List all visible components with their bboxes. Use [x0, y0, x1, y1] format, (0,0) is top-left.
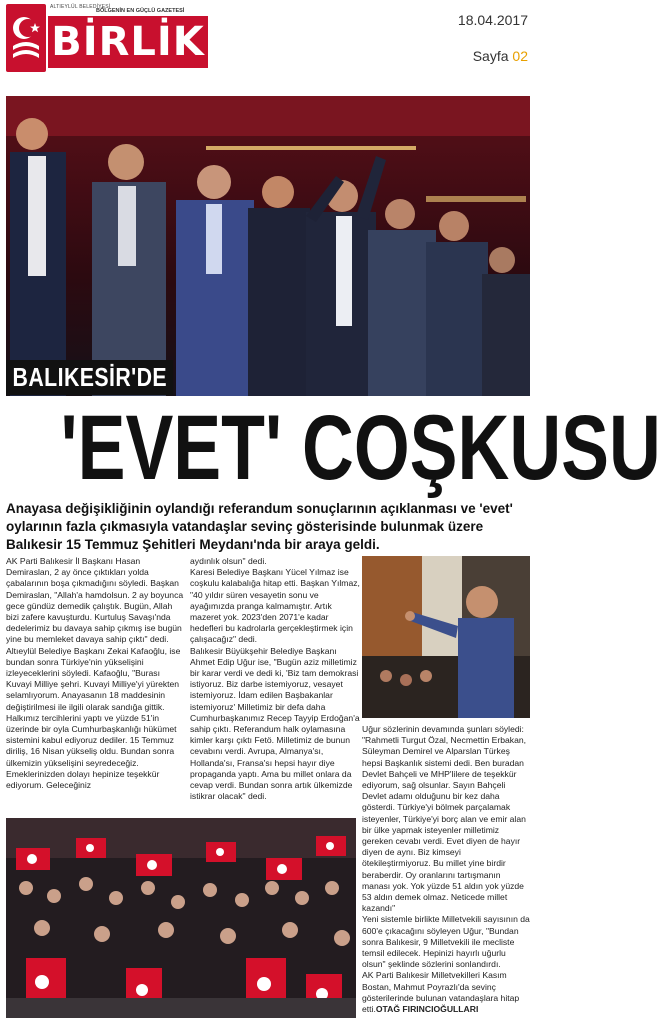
masthead-small-top: ALTIEYLÜL BELEDİYESİ [50, 4, 111, 10]
paragraph: Altıeylül Belediye Başkanı Zekai Kafaoğlu, ise bundan sonra Türkiye'nin yükselişini izleyeceklerini söyledi. Kafaoğlu, "Burası Kuvayi Milliye şehri. Kuvayi Milliye'yi yürekten selamlıyorum. Anayasanın 18 maddesinin değiştirilmesi ile ilgili olarak sandığa gittik. Halkımız tercihlerini yaptı ve yüzde 51'in üzerinde bir oyla Cumhurbaşkanlığı hükümet sistemini kabul ediyoruz dediler. 15 Temmuz diriliş, 16 Nisan yükseliş oldu. Bundan sonra ülkemizin yükselişini seyredeceğiz. Emeklerinizden dolayı hepinize teşekkür ediyorum. Geleceğiniz [6, 645, 181, 791]
paragraph-text: AK Parti Balıkesir Milletvekilleri Kasım Bostan, Mahmut Poyrazlı'da sevinç gösterilerinde bulunan vatandaşlara hitap etti. [362, 970, 520, 1015]
byline: OTAĞ FIRINCIOĞULLARI [375, 1004, 479, 1015]
masthead [6, 4, 206, 74]
article-column-2 [190, 556, 360, 802]
kicker-label: BALIKESİR'DE [6, 360, 174, 395]
speaker-photo-illustration [362, 556, 530, 718]
masthead-tagline: BÖLGENİN EN GÜÇLÜ GAZETESİ [96, 8, 185, 14]
masthead-title: BİRLİK [48, 16, 208, 68]
article-column-3 [362, 724, 530, 1015]
paragraph: AK Parti Balıkesir İl Başkanı Hasan Demiraslan, 2 ay önce çıktıkları yolda çabalarının boşa çıkmadığını söyledi. Başkan Demiraslan, "Allah'a hamdolsun. 2 ay boyunca gece gündüz demedik çalıştık. Bugün, Allah bizi zafere kavuşturdu. Kurtuluş Savaşı'nda dedelerimiz bu davaya sahip çıkmış ise bugün yine bu memleket davaya sahip çıktı" dedi. [6, 556, 184, 645]
speaker-photo [362, 556, 530, 718]
page-label-text: Sayfa [472, 48, 509, 64]
page-number: 02 [512, 48, 528, 64]
paragraph: aydınlık olsun" dedi. [190, 556, 267, 566]
crowd-photo-illustration [6, 818, 356, 1018]
crowd-photo [6, 818, 356, 1018]
page-label [473, 48, 528, 64]
paragraph: Yeni sistemle birlikte Milletvekili sayısının da 600'e çıkacağını söyleyen Uğur, "Bundan sonra Balıkesir, 9 Milletvekili ile mecliste temsil edilecek. Hepinizi hayırlı uğurlu olsun" şeklinde sözlerini sonlandırdı. [362, 914, 530, 970]
star-crescent-emblem-icon [9, 10, 43, 66]
deck-summary: Anayasa değişikliğinin oylandığı referandum sonuçlarının açıklanması ve 'evet' oylarının fazla çıkmasıyla vatandaşlar sevinç gösterisinde bulunmak üzere Balıkesir 15 Temmuz Şehitleri Meydanı'nda bir araya geldi. [6, 501, 513, 552]
hero-photo-illustration [6, 96, 530, 396]
hero-photo [6, 96, 530, 396]
paragraph [362, 970, 530, 1015]
paragraph: Uğur sözlerinin devamında şunları söyledi: "Rahmetli Turgut Özal, Necmettin Erbakan, Süleyman Demirel ve Alparslan Türkeş hepsi Başkanlık sistemi dedi. Ben buradan Devlet Bahçeli ve MHP'lilere de teşekkür ediyorum, sağ olsunlar. Sayın Bahçeli Devlet adamı olduğunu bir kez daha gösterdi. Türkiye'yi bölmek parçalamak isteyenler, Türkiye'yi borç alan ve emir alan bir ülke yapmak isteyenler milletimiz gereken cevabı verdi. Evet diyen de hayır diyen de aynı. Biz kimseyi ötekileştirmiyoruz. Bu millet yine birdir beraberdir. Oy oranlarını tartışmanın manası yok. Yok yüzde 51 aldın yok yüzde 53 aldın demek olmaz. Neticede millet kazandı" [362, 724, 527, 914]
paragraph: Karesi Belediye Başkanı Yücel Yılmaz ise coşkulu kalabalığa hitap etti. Başkan Yılmaz, "40 yıldır süren vesayetin sonu ve ayağımızda pranga kalmamıştır. Artık mazeret yok. 2023'den 2071'e kadar hedefleri bu kadrolarla gerçekleştirmek için çalışacağız" dedi. [190, 567, 360, 645]
headline: 'EVET' COŞKUSU [60, 397, 661, 499]
article-column-1 [6, 556, 184, 791]
issue-date: 18.04.2017 [457, 12, 528, 28]
logo-emblem [6, 4, 46, 72]
paragraph: Balıkesir Büyükşehir Belediye Başkanı Ahmet Edip Uğur ise, "Bugün aziz milletimiz bir karar verdi ve dedi ki, 'Biz tam demokrasi istiyoruz. Biz darbe istemiyoruz, vesayet istemiyoruz. İdam edilen Başbakanlar istemiyoruz' Milletimiz bir defa daha Cumhurbaşkanımız Recep Tayyip Erdoğan'a sahip çıktı. Referandum halk oylamasına kimler karşı çıktı Fetö. Milletimiz de bunun cevabını verdi. Avrupa, Almanya'sı, Hollanda'sı, Fransa'sı hepsi hayır diye propaganda yaptı. Ama bu millet onlara da cevap verdi. Bundan sonra artık ülkemizde istikrar olacak" dedi. [190, 645, 360, 802]
